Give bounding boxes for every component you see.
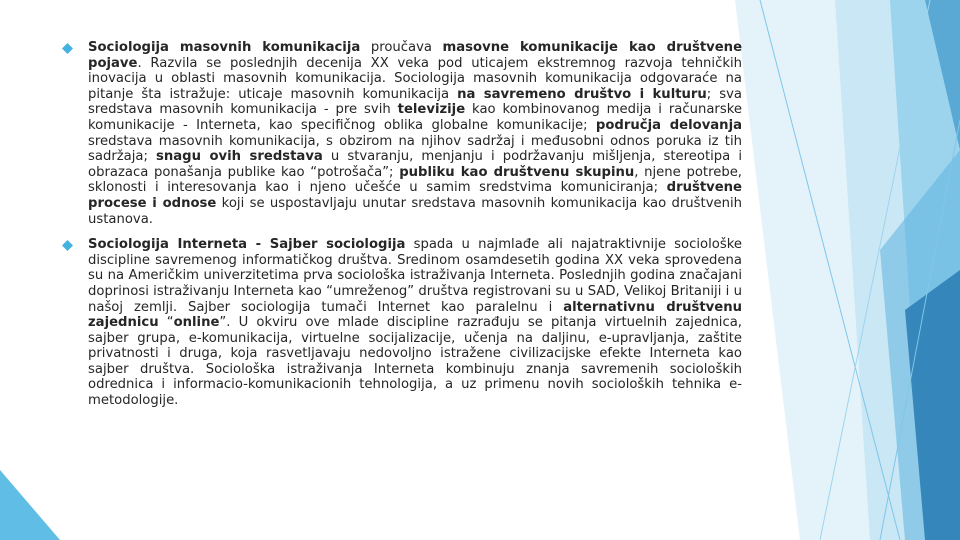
text-run: sredstava masovnih komunikacija, s obzirom na njihov sadržaj i međusobni odnos poruka iz tih sadržaja; xyxy=(88,133,742,165)
text-run: kao kombinovanog medija i računarske komunikacije - Interneta, kao specifičnog oblika globalne komunikacije; xyxy=(88,102,742,133)
bold-phrase: alternativnu društvenu zajednicu xyxy=(88,299,742,331)
bullet-list xyxy=(62,40,742,419)
bullet-paragraph-1 xyxy=(62,40,742,227)
text-run: ”. U okviru ove mlade discipline razrađuju se pitanja virtuelnih zajednica, sajber grupa, e-komunikacija, virtuelne socijalizacije, učenja na daljinu, e-upravljanja, zaštite privatnosti i druga, koja rasvetljavaju nedovoljno istražene civilizacijske efekte Interneta kao sajber društva. Sociološka istraživanja Interneta kombinuju znanja savremenih socioloških odrednica i informacio-komunikacionih tehnologija, a uz primenu novih socioloških tehnika e-metodologije. xyxy=(88,315,742,409)
text-run: proučava xyxy=(360,40,443,55)
text-run: “ xyxy=(158,315,174,331)
text-run: koji se uspostavljaju unutar sredstava masovnih komunikacija kao društvenih ustanova. xyxy=(88,195,742,227)
bold-phrase: snagu ovih sredstava xyxy=(156,149,323,165)
bold-phrase: televizije xyxy=(397,102,466,118)
facet-bottom-left xyxy=(0,470,60,540)
bold-phrase: Sociologija masovnih komunikacija xyxy=(88,40,361,55)
text-run: ; sva sredstava masovnih komunikacija - pre svih xyxy=(88,86,742,118)
bold-phrase: Sociologija Interneta - Sajber sociologija xyxy=(88,237,406,253)
bold-phrase: publiku kao društvenu skupinu xyxy=(399,164,635,180)
bold-phrase: online xyxy=(173,315,220,331)
diamond-bullet-icon xyxy=(62,43,73,54)
bold-phrase: društvene procese i odnose xyxy=(88,180,742,211)
bold-phrase: područja delovanja xyxy=(595,117,742,133)
text-run: . Razvila se poslednjih decenija XX veka pod uticajem ekstremnog razvoja tehničkih inovacija u oblasti masovnih komunikacija. Sociologija masovnih komunikacija odgovaraće na pitanje šta istražuje: uticaje masovnih komunikacija xyxy=(88,55,742,102)
bold-phrase: na savremeno društvo i kulturu xyxy=(457,86,707,102)
bold-phrase: masovne komunikacije kao društvene pojave xyxy=(88,40,743,71)
bullet-paragraph-2 xyxy=(62,237,742,409)
text-run: , njene potrebe, sklonosti i interesovanja kao i njeno učešće u samim sredstvima komuniciranja; xyxy=(88,164,743,196)
text-run: u stvaranju, menjanju i podržavanju mišljenja, stereotipa i obrazaca ponašanja publike kao “potrošača”; xyxy=(88,149,742,180)
diamond-bullet-icon xyxy=(62,240,73,251)
text-run: spada u najmlađe ali najatraktivnije sociološke discipline savremenog informatičkog društva. Sredinom osamdesetih godina XX veka sprovedena su na Američkim univerzitetima prva sociološka istraživanja Interneta. Poslednjih godina značajani doprinosi istraživanju Interneta kao “umreženog” društva registrovani su u SAD, Velikoj Britaniji i u našoj zemlji. Sajber sociologija tumači Internet kao paralelnu i xyxy=(88,237,742,315)
